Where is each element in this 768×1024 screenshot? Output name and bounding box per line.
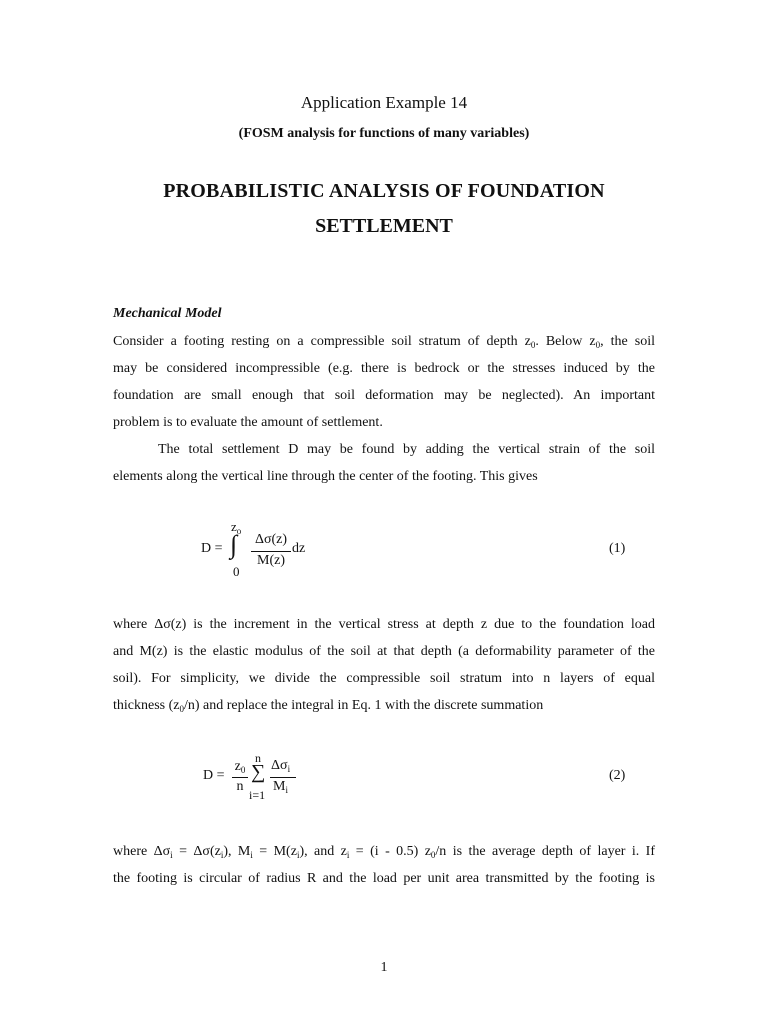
eq2-sum-upper: n: [255, 751, 261, 765]
paragraph-line: Consider a footing resting on a compressible soil stratum of depth $z_0$. Below $z_0$, the soil: [113, 334, 655, 350]
eq2-sum-lower: i=1: [249, 788, 266, 802]
eq1-upper-limit: $z_o$: [231, 519, 242, 536]
eq1-number: (1): [609, 541, 626, 556]
page-number: 1: [380, 960, 388, 975]
eq2-fraction-numerator: $z_0$: [234, 759, 246, 775]
eq1-differential: dz: [292, 541, 306, 556]
eq2-fraction-denominator: n: [236, 779, 244, 794]
main-title-line-2: SETTLEMENT: [315, 215, 453, 237]
paragraph-3: [113, 611, 655, 719]
eq2-denominator: $M_i$: [273, 779, 288, 795]
eq2-main-fraction-bar: [270, 777, 296, 778]
paragraph-line: problem is to evaluate the amount of settlement.: [113, 415, 383, 430]
eq2-lhs: D =: [203, 768, 225, 783]
example-subtitle: (FOSM analysis for functions of many variables): [238, 126, 530, 141]
section-heading: Mechanical Model: [113, 306, 222, 321]
eq1-denominator: M(z): [257, 553, 285, 568]
paragraph-line: The total settlement D may be found by adding the vertical strain of the soil: [158, 442, 655, 457]
paragraph-1: [113, 328, 655, 436]
paragraph-line: the footing is circular of radius R and the load per unit area transmitted by the footing is: [113, 871, 655, 886]
paragraph-line: where $\Delta\sigma_i = \Delta\sigma(z_i)$, $M_i = M(z_i)$, and $z_i = (i - 0.5)$ $z_0/n$ is the average depth of layer i. If: [113, 844, 655, 860]
example-title: Application Example 14: [300, 93, 468, 112]
eq2-numerator: $\Delta\sigma_i$: [271, 758, 291, 774]
paragraph-2: [113, 436, 655, 490]
eq1-lhs: D =: [201, 541, 223, 556]
eq1-numerator: Δσ(z): [254, 532, 288, 547]
main-title-line-1: PROBABILISTIC ANALYSIS OF FOUNDATION: [163, 180, 605, 202]
eq2-number: (2): [609, 768, 626, 783]
paragraph-line: and M(z) is the elastic modulus of the soil at that depth (a deformability parameter of the: [113, 644, 655, 659]
paragraph-line: may be considered incompressible (e.g. there is bedrock or the stresses induced by the: [113, 361, 655, 376]
paragraph-line: where Δσ(z) is the increment in the vertical stress at depth z due to the foundation load: [113, 617, 655, 632]
integral-sign: ∫: [230, 530, 238, 559]
eq1-fraction-bar: [251, 551, 291, 552]
summation-sign: ∑: [251, 761, 266, 783]
eq2-fraction-bar: [232, 777, 248, 778]
eq1-lower-limit: 0: [233, 564, 240, 579]
paragraph-line: foundation are small enough that soil deformation may be neglected). An important: [113, 388, 655, 403]
paragraph-line: elements along the vertical line through the center of the footing. This gives: [113, 469, 538, 484]
paragraph-line: soil). For simplicity, we divide the compressible soil stratum into n layers of equal: [113, 671, 655, 686]
paragraph-4: [113, 838, 655, 892]
paragraph-line: thickness $(z_0/n)$ and replace the integral in Eq. 1 with the discrete summation: [113, 698, 544, 714]
